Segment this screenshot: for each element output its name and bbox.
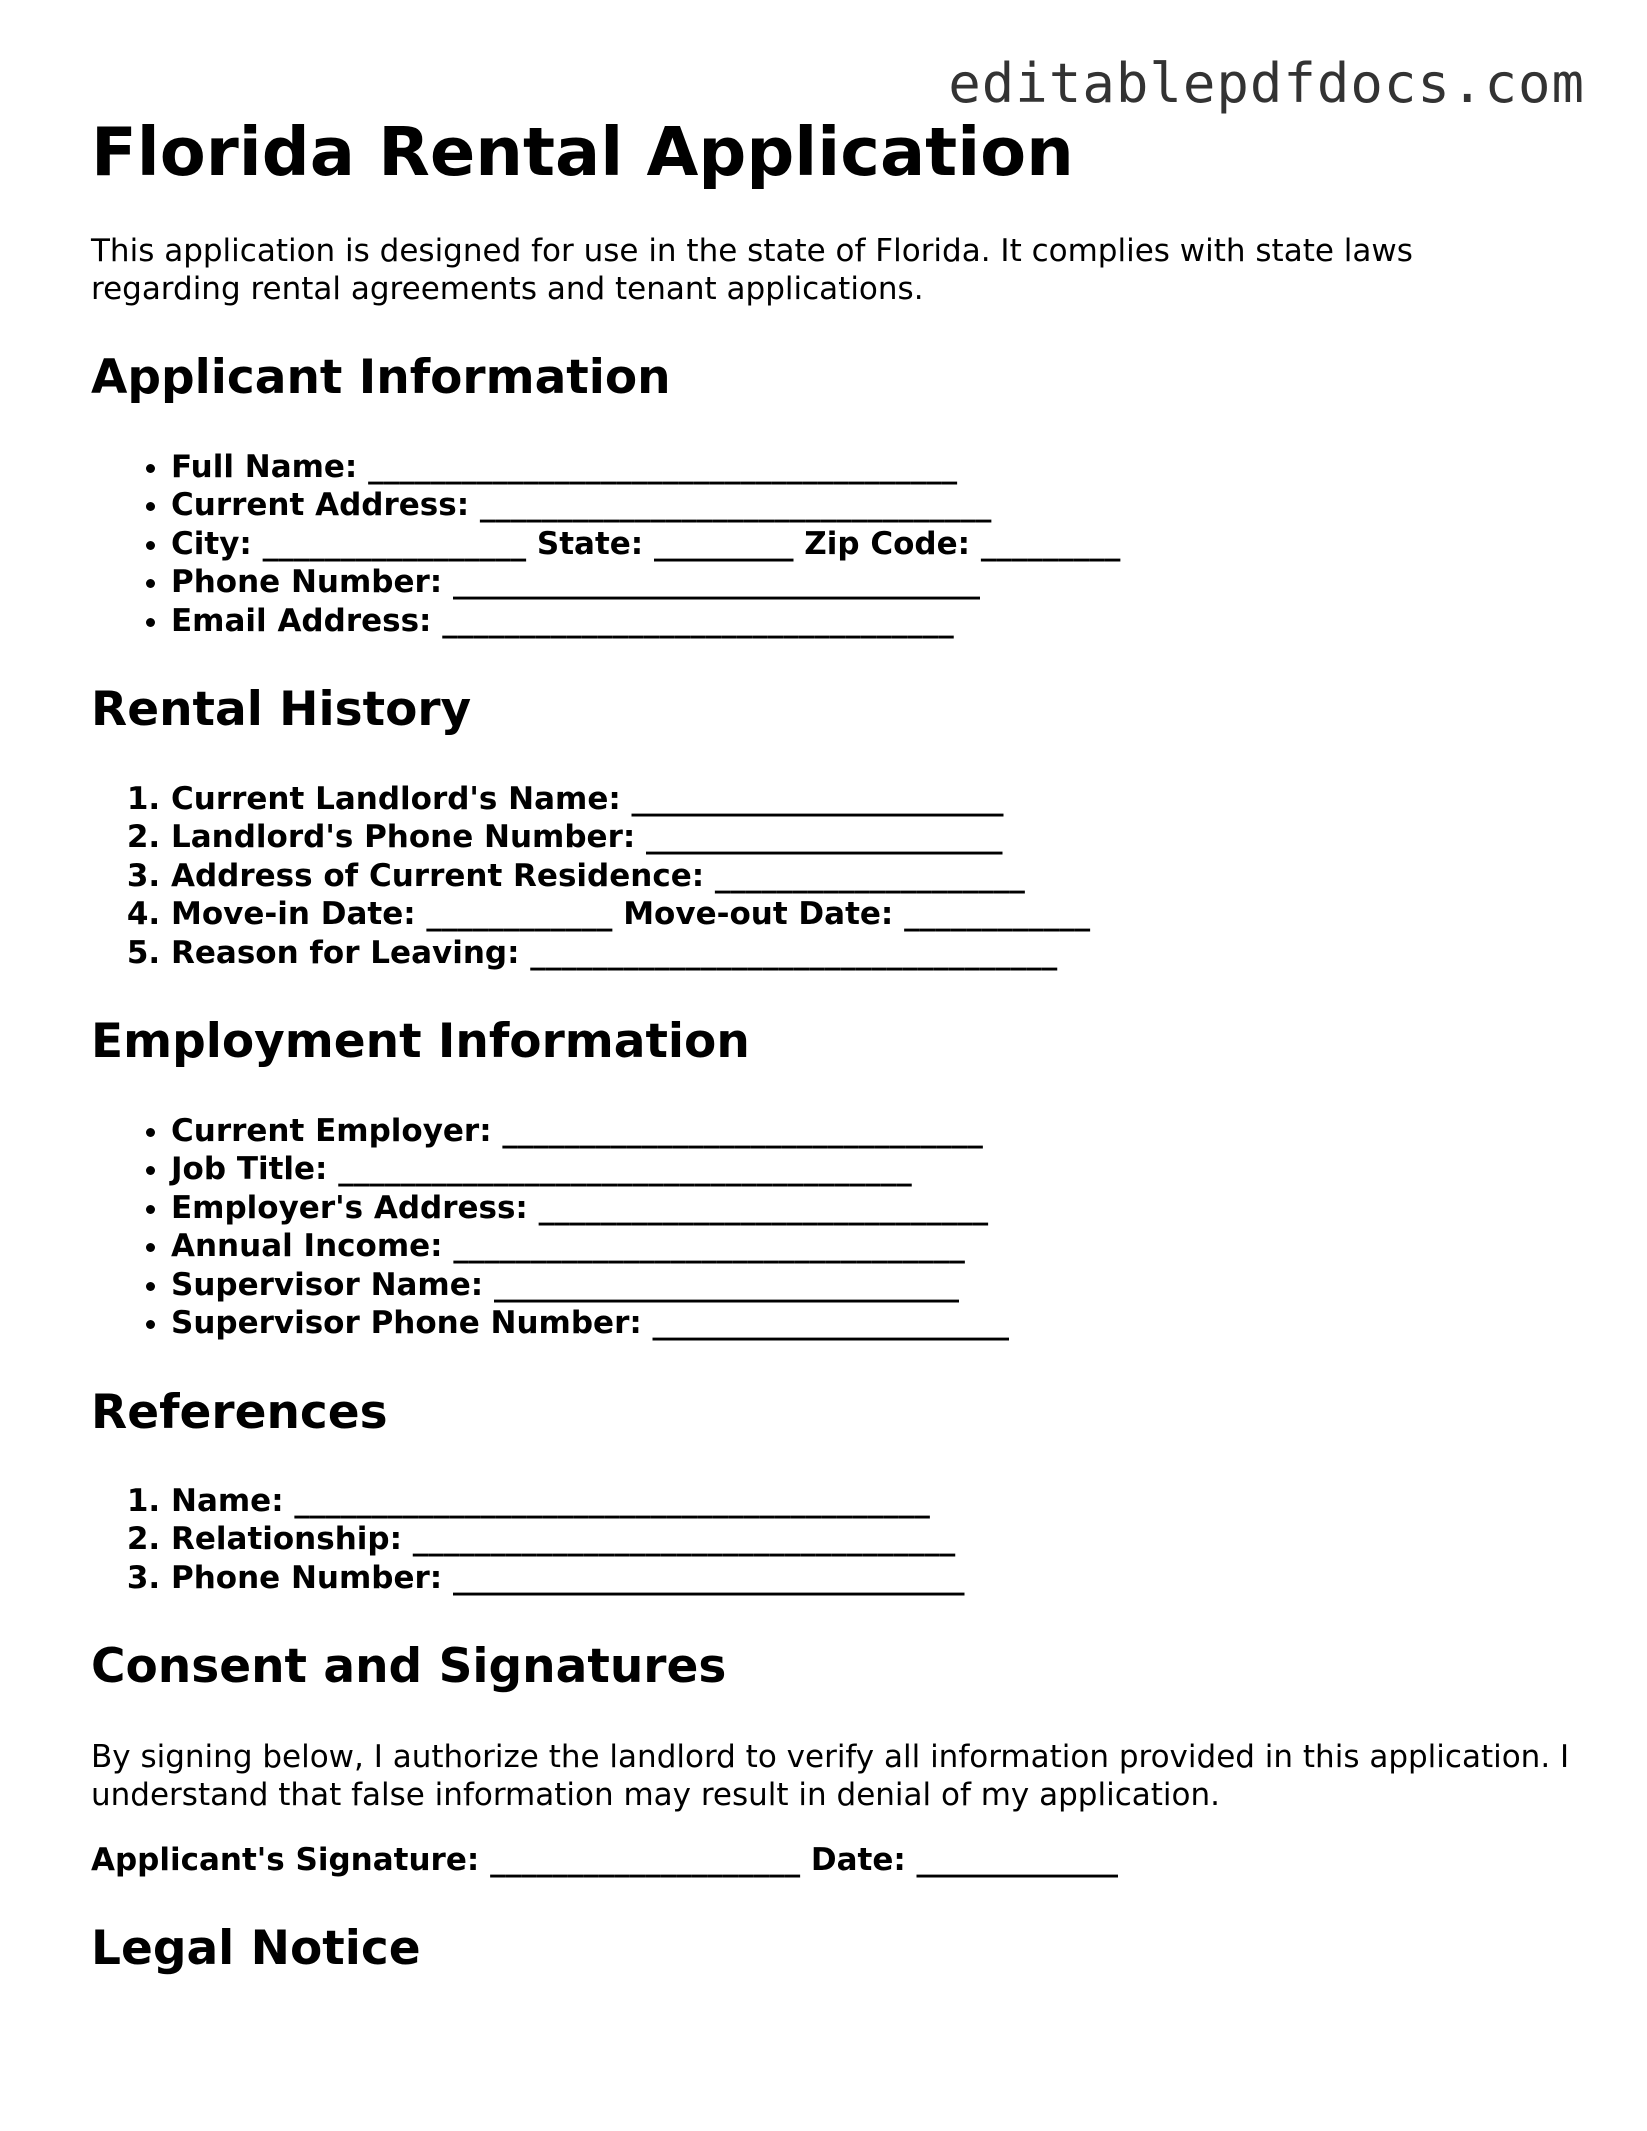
section-heading-references: References [91,1384,388,1440]
field-phone-number[interactable]: • Phone Number: __________________________________ [171,563,1571,602]
applicant-fields-list [91,448,1571,641]
field-reference-name[interactable]: 1. Name: _________________________________________ [171,1482,1571,1521]
references-fields-list [91,1482,1571,1598]
field-employer-address[interactable]: • Employer's Address: _____________________________ [171,1189,1571,1228]
field-job-title[interactable]: • Job Title: _____________________________________ [171,1150,1571,1189]
section-heading-employment: Employment Information [91,1014,750,1070]
section-heading-consent: Consent and Signatures [91,1639,727,1695]
field-annual-income[interactable]: • Annual Income: _________________________________ [171,1227,1571,1266]
signature-date-line[interactable]: Applicant's Signature: ____________________ Date: _____________ [91,1841,1119,1878]
field-landlord-phone[interactable]: 2. Landlord's Phone Number: _______________________ [171,818,1571,857]
page-title: Florida Rental Application [91,113,1074,191]
consent-paragraph: By signing below, I authorize the landlord to verify all information provided in this application. I understand that false information may result in denial of my application. [91,1738,1570,1813]
rental-history-fields-list [91,780,1571,973]
field-reference-phone[interactable]: 3. Phone Number: _________________________________ [171,1559,1571,1598]
field-supervisor-phone[interactable]: • Supervisor Phone Number: _______________________ [171,1304,1571,1343]
field-landlord-name[interactable]: 1. Current Landlord's Name: ________________________ [171,780,1571,819]
field-residence-address[interactable]: 3. Address of Current Residence: ____________________ [171,857,1571,896]
employment-fields-list [91,1112,1571,1343]
field-email-address[interactable]: • Email Address: _________________________________ [171,602,1571,641]
field-reference-relationship[interactable]: 2. Relationship: ___________________________________ [171,1520,1571,1559]
field-move-dates[interactable]: 4. Move-in Date: ____________ Move-out Date: ____________ [171,895,1571,934]
field-supervisor-name[interactable]: • Supervisor Name: ______________________________ [171,1266,1571,1305]
field-city-state-zip[interactable]: • City: _________________ State: _________ Zip Code: _________ [171,525,1571,564]
field-current-address[interactable]: • Current Address: _________________________________ [171,486,1571,525]
field-full-name[interactable]: • Full Name: ______________________________________ [171,448,1571,487]
field-current-employer[interactable]: • Current Employer: _______________________________ [171,1112,1571,1151]
intro-paragraph: This application is designed for use in the state of Florida. It complies with state laws regarding rental agreements and tenant applications. [91,233,1413,308]
document-page [91,112,1571,1977]
watermark-text: editablepdfdocs.com [948,52,1585,115]
section-heading-legal-notice: Legal Notice [91,1920,421,1976]
section-heading-rental-history: Rental History [91,682,472,738]
section-heading-applicant: Applicant Information [91,350,671,406]
field-reason-leaving[interactable]: 5. Reason for Leaving: __________________________________ [171,934,1571,973]
